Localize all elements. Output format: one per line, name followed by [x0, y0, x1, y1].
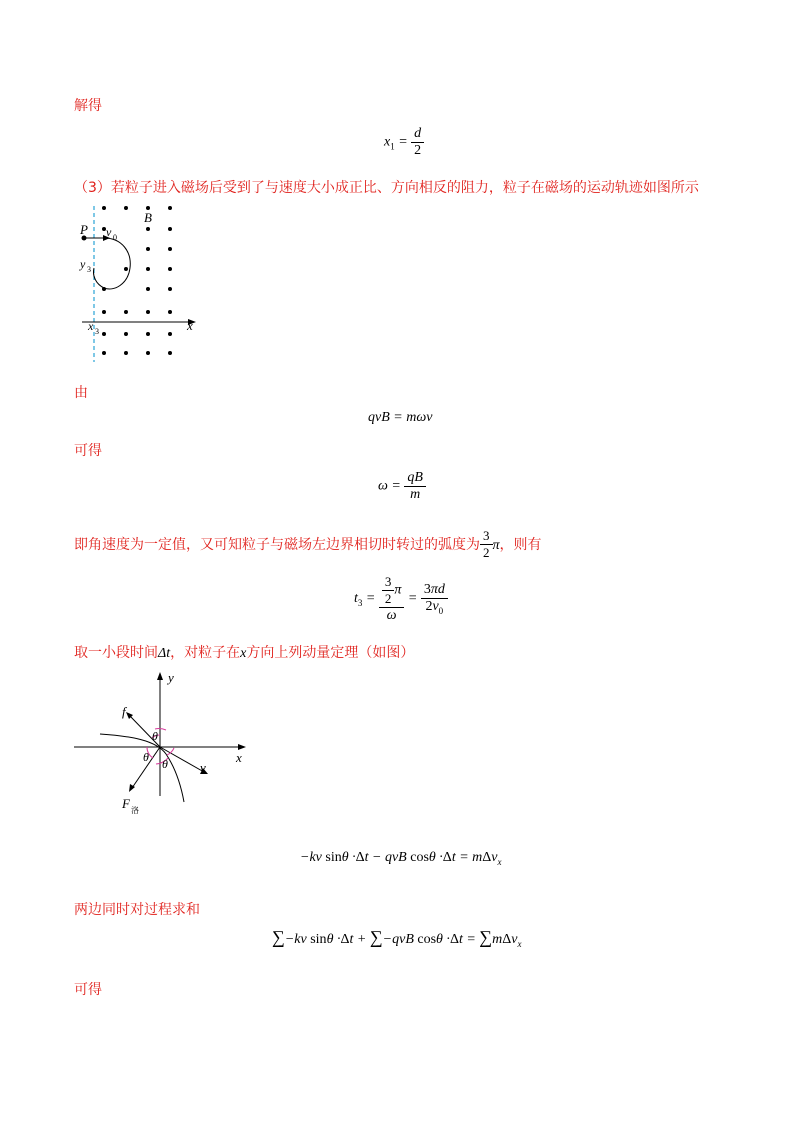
text-jiede: 解得 [74, 98, 102, 114]
label-x3: x [88, 319, 94, 333]
label-F: F [122, 796, 130, 811]
text-take-a: 取一小段时间 [74, 645, 158, 661]
text-kede-1: 可得 [74, 443, 102, 459]
equation-qvB: qvB = mωv [368, 410, 433, 425]
text-sum-both: 两边同时对过程求和 [74, 902, 200, 918]
label-v0: v [106, 225, 112, 239]
text-take-b: ，对粒子在 [170, 645, 241, 661]
label-x: x [187, 318, 193, 333]
label-v0-sub: 0 [113, 233, 117, 242]
equation-t3: $t_3$ = $\frac{3}{2}$ π ω = $\frac{3\pi d}{2v_0}$ [354, 574, 448, 624]
label-F-sub: 洛 [131, 806, 139, 815]
force-figure [70, 668, 260, 818]
text-take-c: 方向上列动量定理（如图） [246, 645, 415, 661]
equation-sum: ∑−kv sinθ ·Δt + ∑−qvB cosθ ·Δt = ∑mΔv$_x$ [272, 927, 522, 949]
label-theta-1: θ [152, 729, 158, 743]
label-x3-sub: 3 [95, 327, 99, 336]
label-B: B [144, 210, 152, 225]
text-take: 取一小段时间Δt，对粒子在x方向上列动量定理（如图） [74, 645, 415, 661]
text-angular-a: 即角速度为一定值，又可知粒子与磁场左边界相切时转过的弧度为 [74, 537, 480, 553]
label-v: v [200, 760, 206, 775]
equation-momentum: −kv sinθ ·Δt − qvB cosθ ·Δt = mΔv$_x$ [300, 850, 502, 867]
label-f: f [122, 704, 126, 719]
equation-x1: $x_1$ = $\frac{d}{2}$ [384, 126, 424, 159]
text-kede-2: 可得 [74, 982, 102, 998]
label-P: P [80, 222, 88, 237]
text-part3: （3）若粒子进入磁场后受到了与速度大小成正比、方向相反的阻力，粒子在磁场的运动轨迹如图所示 [74, 180, 699, 196]
label-y3: y [80, 257, 86, 271]
trajectory-figure [74, 200, 204, 365]
label-theta-2: θ [143, 750, 149, 764]
label-y: y [168, 670, 174, 685]
label-theta-3: θ [162, 757, 168, 771]
label-y3-sub: 3 [87, 265, 91, 274]
text-you: 由 [74, 385, 88, 401]
text-angular-b: ，则有 [499, 537, 542, 553]
equation-omega: ω = $\frac{qB}{m}$ [378, 470, 426, 503]
text-angular: 即角速度为一定值，又可知粒子与磁场左边界相切时转过的弧度为 $\frac{3}{2}$ π，则有 [74, 528, 542, 560]
label-x-axis: x [236, 750, 242, 765]
